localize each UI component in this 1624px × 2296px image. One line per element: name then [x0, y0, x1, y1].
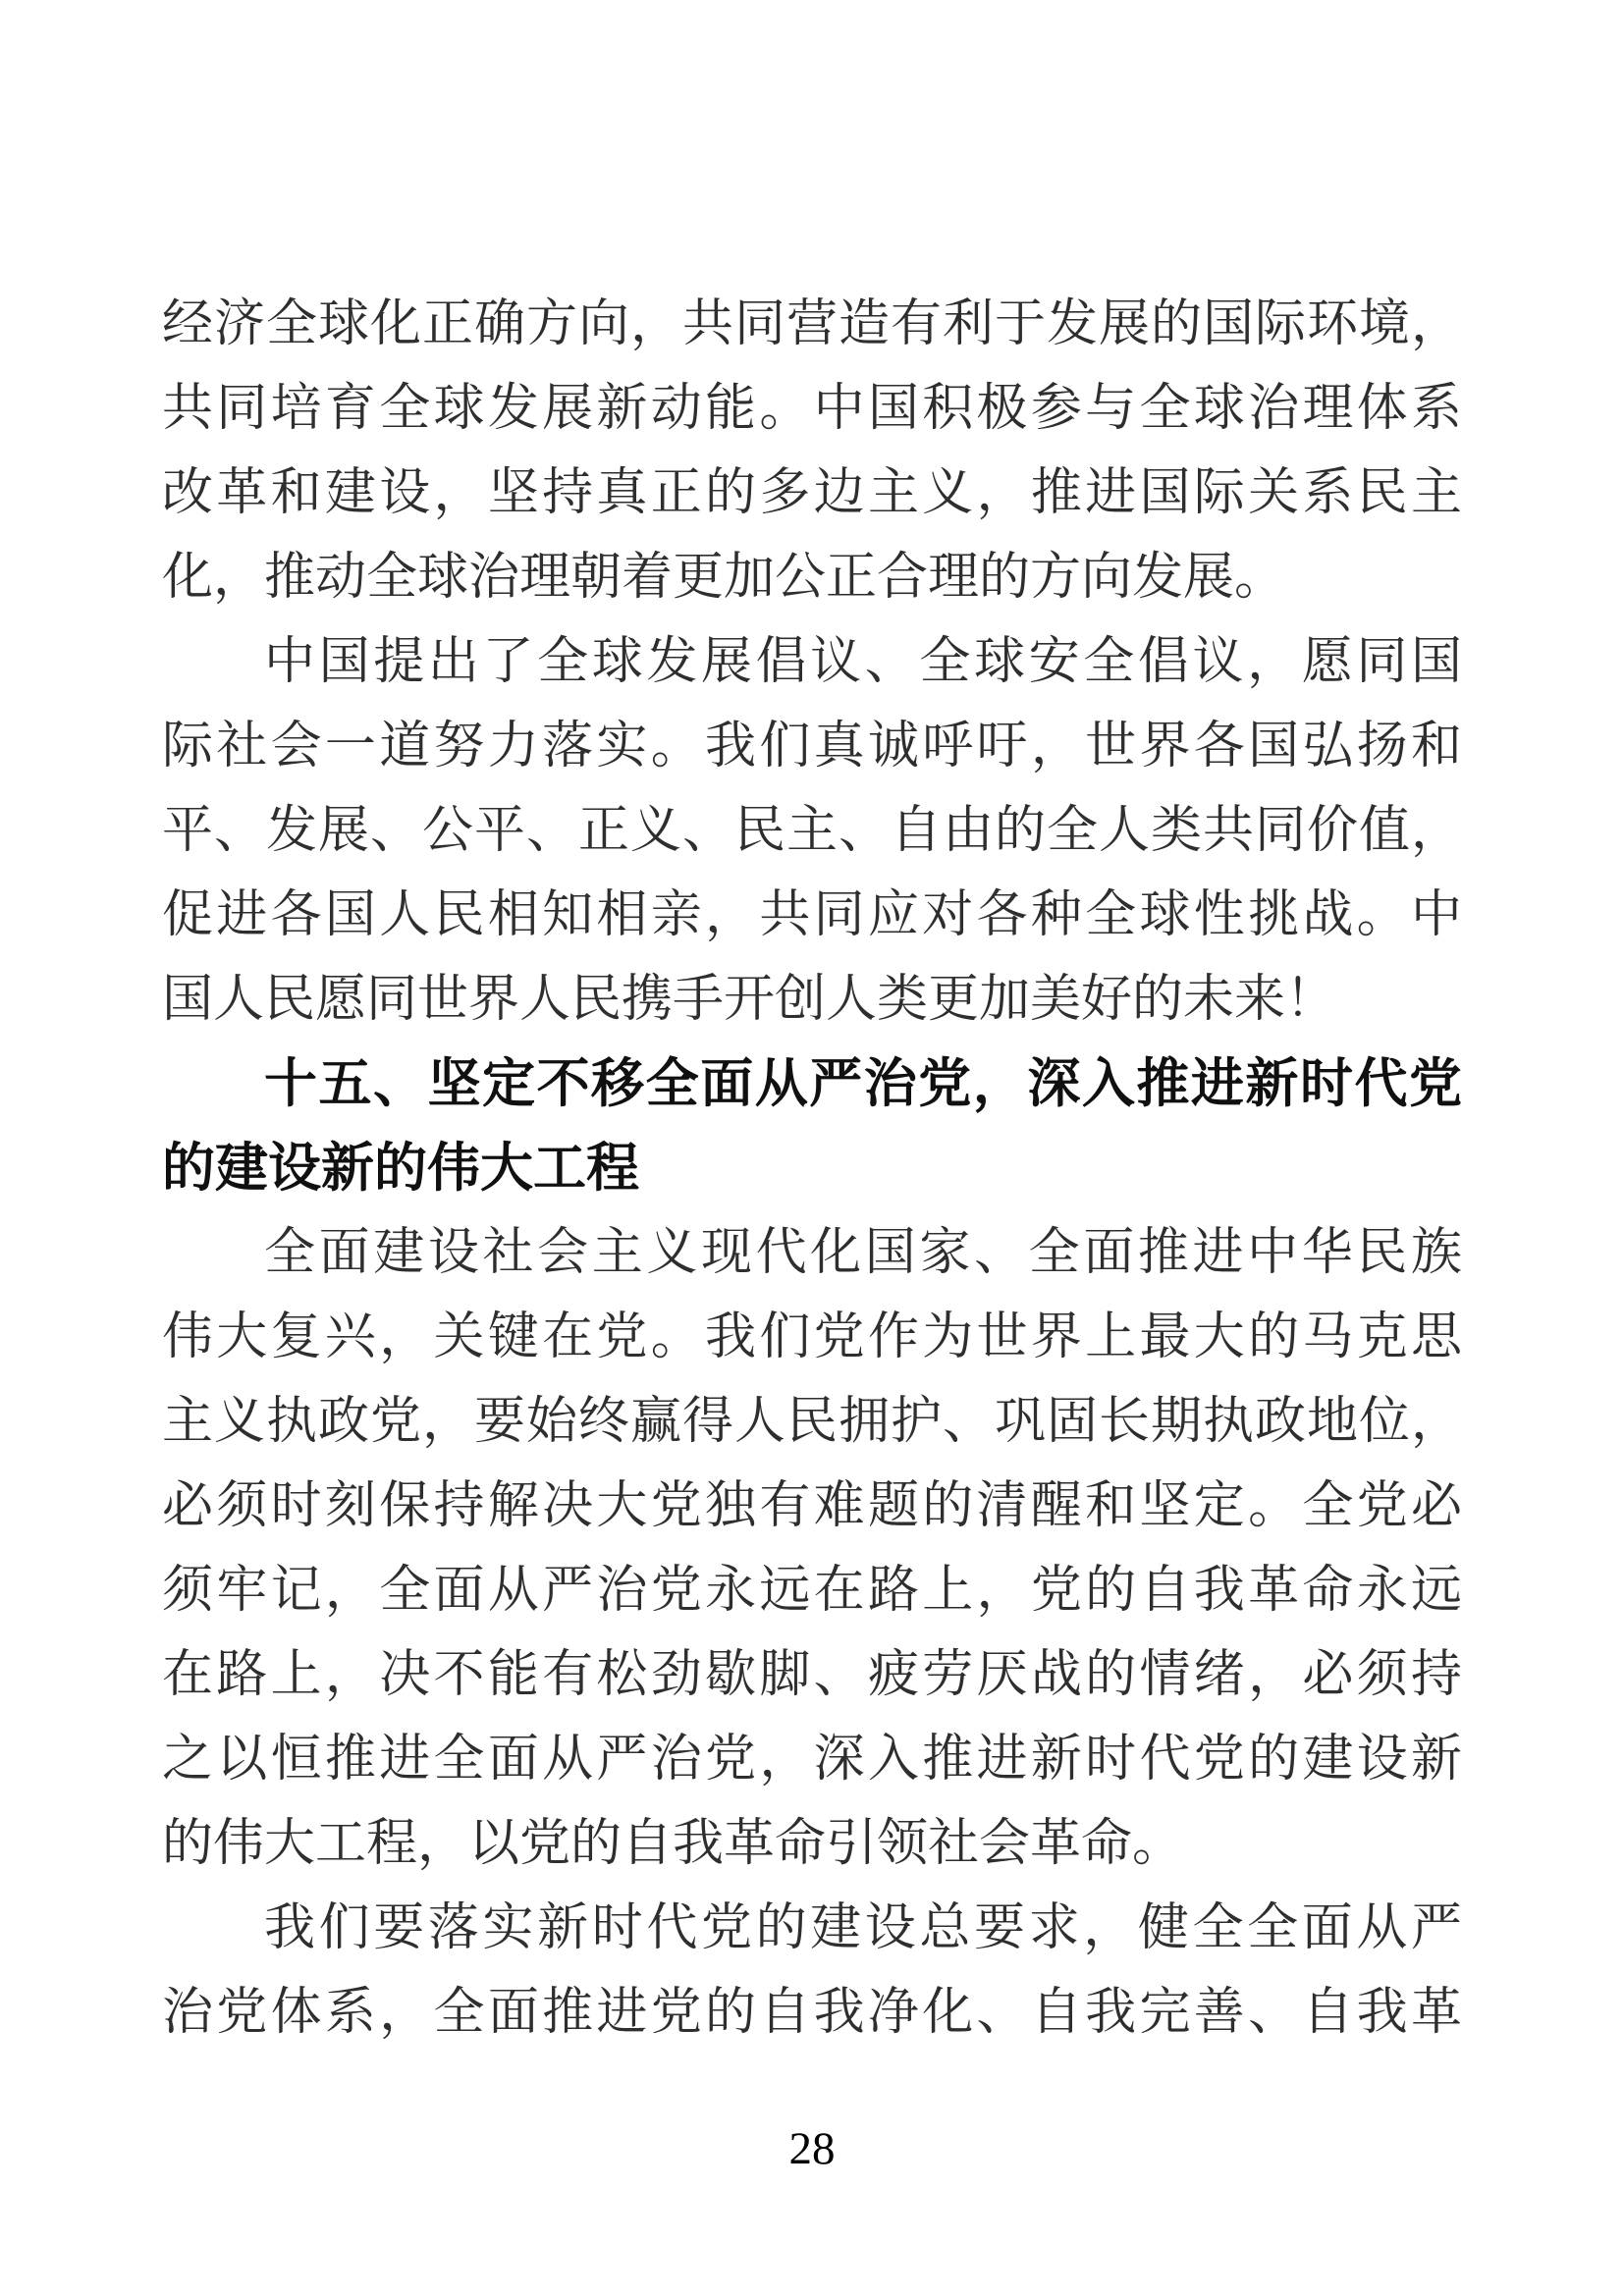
- body-text-line: 必须时刻保持解决大党独有难题的清醒和坚定。全党必: [162, 1476, 1462, 1535]
- page-number: 28: [788, 2123, 836, 2174]
- text-block: [162, 282, 1462, 2055]
- body-text-line: 化，推动全球治理朝着更加公正合理的方向发展。: [162, 548, 1286, 607]
- body-text-line: 主义执政党，要始终赢得人民拥护、巩固长期执政地位，: [162, 1392, 1462, 1451]
- section-heading-line: 十五、坚定不移全面从严治党，深入推进新时代党: [264, 1052, 1462, 1114]
- body-text-line: 的伟大工程，以党的自我革命引领社会革命。: [162, 1814, 1184, 1873]
- body-text-line: 促进各国人民相知相亲，共同应对各种全球性挑战。中: [162, 885, 1462, 944]
- body-text-line: 改革和建设，坚持真正的多边主义，推进国际关系民主: [162, 463, 1462, 522]
- body-text-line: 际社会一道努力落实。我们真诚呼吁，世界各国弘扬和: [162, 717, 1462, 775]
- body-text-line: 治党体系，全面推进党的自我净化、自我完善、自我革: [162, 1983, 1462, 2042]
- body-text-line: 须牢记，全面从严治党永远在路上，党的自我革命永远: [162, 1561, 1462, 1620]
- body-text-line: 伟大复兴，关键在党。我们党作为世界上最大的马克思: [162, 1308, 1462, 1366]
- body-text-line: 平、发展、公平、正义、民主、自由的全人类共同价值，: [162, 801, 1462, 860]
- body-text-line: 全面建设社会主义现代化国家、全面推进中华民族: [264, 1223, 1462, 1282]
- body-text-line: 中国提出了全球发展倡议、全球安全倡议，愿同国: [264, 632, 1462, 691]
- body-text-line: 共同培育全球发展新动能。中国积极参与全球治理体系: [162, 379, 1462, 438]
- section-heading-line: 的建设新的伟大工程: [162, 1137, 639, 1199]
- body-text-line: 国人民愿同世界人民携手开创人类更加美好的未来！: [162, 970, 1337, 1029]
- body-text-line: 之以恒推进全面从严治党，深入推进新时代党的建设新: [162, 1730, 1462, 1789]
- body-text-line: 我们要落实新时代党的建设总要求，健全全面从严: [264, 1898, 1462, 1957]
- body-text-line: 在路上，决不能有松劲歇脚、疲劳厌战的情绪，必须持: [162, 1645, 1462, 1704]
- body-text-line: 经济全球化正确方向，共同营造有利于发展的国际环境，: [162, 294, 1462, 353]
